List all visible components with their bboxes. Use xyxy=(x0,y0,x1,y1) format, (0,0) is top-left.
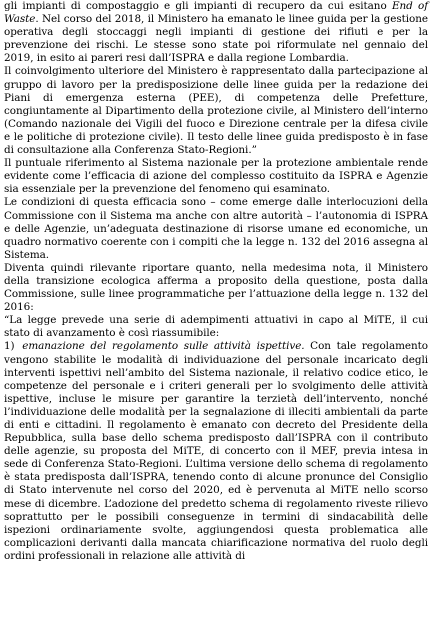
paragraph-p7 xyxy=(4,340,428,563)
italic-text: emanazione del regolamento sulle attività ispettive. xyxy=(22,340,305,353)
body-text: Con tale regolamento vengono stabilite le modalità di individuazione del personale incaricato degli interventi ispettivi nell’ambito del Sistema nazionale, il relativo codice etico, le competenze del personale e i criteri generali per lo svolgimento delle attività ispettive, incluse le misure per garantire la terzietà dell’intervento, nonché l’individuazione delle modalità per la segnalazione di illeciti ambientali da parte di enti e cittadini. Il regolamento è emanato con decreto del Presidente della Repubblica, sulla base dello schema predisposto dall’ISPRA con il contributo delle agenzie, su proposta del MiTE, di concerto con il MEF, previa intesa in sede di Conferenza Stato-Regioni. L’ultima versione dello schema di regolamento è stata predisposta dall’ISPRA, tenendo conto di alcune pronunce del Consiglio di Stato intervenute nel corso del 2020, ed è pervenuta al MiTE nello scorso mese di dicembre. L’adozione del predetto schema di regolamento riveste rilievo soprattutto per le possibili conseguenze in termini di sindacabilità delle ispezioni ordinariamente svolte, aggiungendosi questa problematica alle complicazioni derivanti dalla mancata chiarificazione normativa del ruolo degli ordini professionali in relazione alle attività di xyxy=(4,340,428,562)
body-text: Il coinvolgimento ulteriore del Ministero è rappresentato dalla partecipazione al gruppo di lavoro per la predisposizione delle linee guida per la redazione dei Piani di emergenza esterna (PEE), di competenza delle Prefetture, congiuntamente al Dipartimento della protezione civile, al Ministero dell’interno (Comando nazionale dei Vigili del fuoco e Direzione centrale per la difesa civile e le politiche di protezione civile). Il testo delle linee guida predisposto è in fase di consultazione alla Conferenza Stato-Regioni.” xyxy=(4,65,428,157)
paragraph-p6 xyxy=(4,314,428,340)
body-text: Diventa quindi rilevante riportare quanto, nella medesima nota, il Ministero della transizione ecologica afferma a proposito della questione, posta dalla Commissione, sulle linee programmatiche per l’attuazione della legge n. 132 del 2016: xyxy=(4,261,428,314)
body-text: gli impianti di compostaggio e gli impianti di recupero da cui esitano xyxy=(4,0,392,12)
italic-text: End of Waste xyxy=(4,0,428,26)
list-item-number: 1) xyxy=(4,340,15,353)
body-text: Il puntuale riferimento al Sistema nazionale per la protezione ambientale rende evidente come l’efficacia di azione del complesso costituito da ISPRA e Agenzie sia essenziale per la prevenzione del fenomeno qui esaminato. xyxy=(4,157,428,196)
document-page xyxy=(4,0,428,563)
body-text: “La legge prevede una serie di adempimenti attuativi in capo al MiTE, il cui stato di avanzamento è così riassumibile: xyxy=(4,314,428,340)
paragraph-p1 xyxy=(4,0,428,65)
body-text: Le condizioni di questa efficacia sono – come emerge dalle interlocuzioni della Commissione con il Sistema ma anche con altre autorità – l’autonomia di ISPRA e delle Agenzie, un’adeguata destinazione di risorse umane ed economiche, un quadro normativo coerente con i compiti che la legge n. 132 del 2016 assegna al Sistema. xyxy=(4,196,428,261)
paragraph-p5 xyxy=(4,262,428,314)
paragraph-p3 xyxy=(4,157,428,196)
paragraph-p2 xyxy=(4,65,428,157)
paragraph-p4 xyxy=(4,196,428,261)
body-text: . Nel corso del 2018, il Ministero ha emanato le linee guida per la gestione operativa degli stoccaggi negli impianti di gestione dei rifiuti e per la prevenzione dei rischi. Le stesse sono state poi riformulate nel gennaio del 2019, in esito ai pareri resi dall’ISPRA e dalla regione Lombardia. xyxy=(4,13,428,65)
